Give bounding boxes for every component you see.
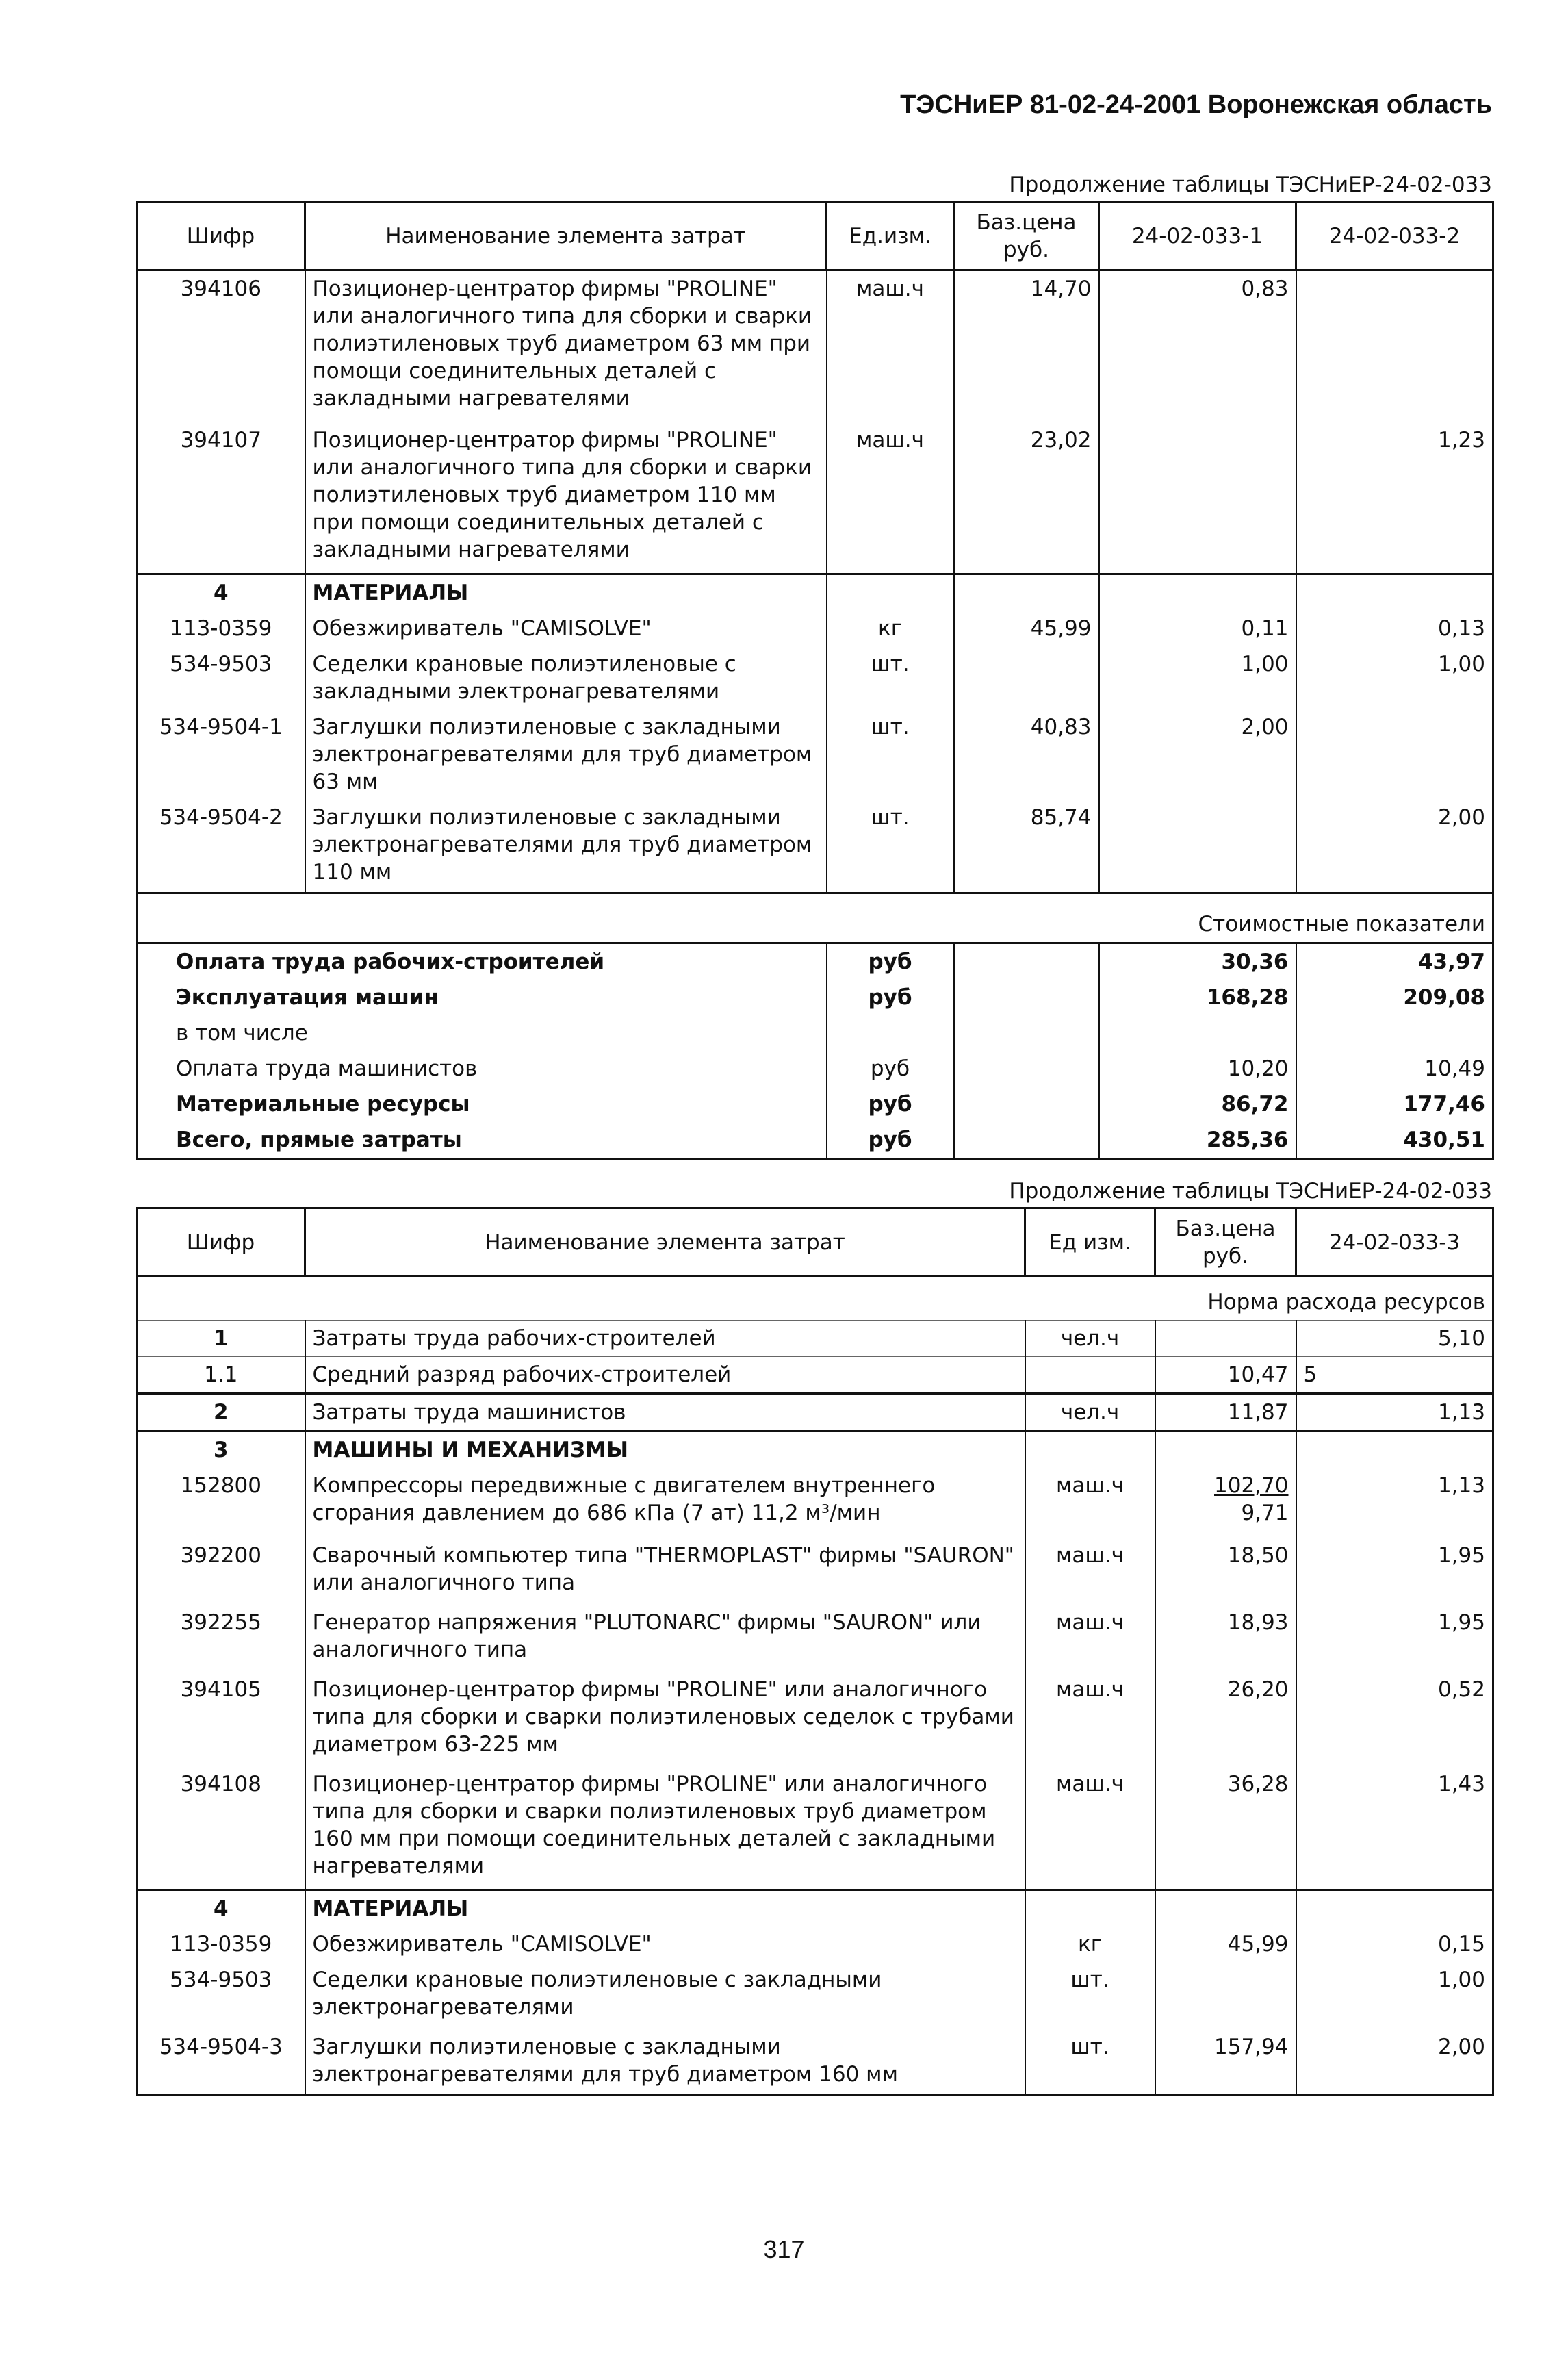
section-code: 3	[137, 1432, 305, 1468]
row-name: Обезжириватель "CAMISOLVE"	[305, 611, 827, 646]
row-unit: шт.	[827, 646, 954, 709]
row-value: 5,10	[1296, 1321, 1493, 1357]
row-unit: шт.	[827, 800, 954, 893]
row-price: 45,99	[1155, 1926, 1296, 1962]
row-name: Сварочный компьютер типа "THERMOPLAST" фирмы "SAURON" или аналогичного типа	[305, 1538, 1025, 1605]
table-row	[137, 1672, 1493, 1766]
row-value: 2,00	[1296, 2029, 1493, 2095]
row-value-1: 0,83	[1099, 270, 1296, 422]
row-unit: чел.ч	[1025, 1321, 1155, 1357]
table-row	[137, 1766, 1493, 1890]
table-row	[137, 1321, 1493, 1357]
table-row	[137, 1605, 1493, 1672]
cost-name: Материальные ресурсы	[176, 1091, 470, 1117]
cost-row	[137, 1122, 1493, 1159]
col-price-header: Баз.цена руб.	[954, 202, 1099, 270]
row-code: 394106	[180, 277, 261, 301]
row-price-secondary: 9,71	[1241, 1501, 1289, 1525]
cost-value-2: 10,49	[1296, 1051, 1493, 1086]
row-code: 534-9503	[170, 652, 272, 676]
row-code: 534-9504-2	[159, 805, 283, 830]
col-unit-header: Ед.изм.	[827, 202, 954, 270]
cost-row	[137, 943, 1493, 980]
row-unit: шт.	[1025, 1962, 1155, 2029]
row-unit: маш.ч	[1025, 1672, 1155, 1766]
cost-name: в том числе	[176, 1020, 308, 1045]
row-unit: маш.ч	[827, 270, 954, 422]
col-033-3-header: 24-02-033-3	[1296, 1208, 1493, 1277]
row-price: 10,47	[1155, 1357, 1296, 1394]
row-name: Генератор напряжения "PLUTONARC" фирмы "SAURON" или аналогичного типа	[305, 1605, 1025, 1672]
row-name: Седелки крановые полиэтиленовые с закладными электронагревателями	[305, 1962, 1025, 2029]
row-unit: кг	[1025, 1926, 1155, 1962]
section-row	[137, 1890, 1493, 1926]
row-value-1: 2,00	[1099, 709, 1296, 800]
row-code: 113-0359	[170, 1931, 272, 1957]
row-name: Позиционер-центратор фирмы "PROLINE" или аналогичного типа для сборки и сварки полиэтиленовых труб диаметром 110 мм при помощи соединительных деталей с закладными нагревателями	[305, 422, 827, 574]
cost-unit: руб	[827, 1086, 954, 1122]
cost-unit: руб	[827, 980, 954, 1015]
table-row	[137, 1962, 1493, 2029]
row-price: 23,02	[954, 422, 1099, 574]
col-unit-header: Ед изм.	[1025, 1208, 1155, 1277]
row-unit: маш.ч	[1025, 1605, 1155, 1672]
cost-value-2: 430,51	[1296, 1122, 1493, 1159]
cost-value-1: 168,28	[1099, 980, 1296, 1015]
row-unit: маш.ч	[827, 422, 954, 574]
col-033-1-header: 24-02-033-1	[1099, 202, 1296, 270]
row-name: Обезжириватель "CAMISOLVE"	[305, 1926, 1025, 1962]
section-code: 4	[137, 574, 305, 611]
row-price	[1155, 1962, 1296, 2029]
table-row	[137, 800, 1493, 893]
row-value-1	[1099, 800, 1296, 893]
row-price: 157,94	[1155, 2029, 1296, 2095]
row-price: 14,70	[954, 270, 1099, 422]
row-code: 1	[137, 1321, 305, 1357]
row-value: 1,95	[1296, 1605, 1493, 1672]
row-code: 1.1	[137, 1357, 305, 1394]
row-unit: шт.	[1025, 2029, 1155, 2095]
section-title: МАШИНЫ И МЕХАНИЗМЫ	[305, 1432, 1025, 1468]
section-row	[137, 1432, 1493, 1468]
col-name-header: Наименование элемента затрат	[305, 1208, 1025, 1277]
row-price: 26,20	[1155, 1672, 1296, 1766]
row-name: Позиционер-центратор фирмы "PROLINE" или аналогичного типа для сборки и сварки полиэтиленовых труб диаметром 63 мм при помощи соединительных деталей с закладными нагревателями	[305, 270, 827, 422]
cost-value-2: 209,08	[1296, 980, 1493, 1015]
table-row	[137, 1394, 1493, 1432]
table-row	[137, 1357, 1493, 1394]
row-unit	[1025, 1357, 1155, 1394]
row-price: 45,99	[954, 611, 1099, 646]
col-name-header: Наименование элемента затрат	[305, 202, 827, 270]
row-price: 18,93	[1155, 1605, 1296, 1672]
norm-header-row	[137, 1277, 1493, 1321]
row-price: 85,74	[954, 800, 1099, 893]
cost-row	[137, 1086, 1493, 1122]
row-code: 534-9503	[170, 1967, 272, 1992]
row-name: Заглушки полиэтиленовые с закладными электронагревателями для труб диаметром 110 мм	[305, 800, 827, 893]
row-code: 534-9504-1	[159, 715, 283, 739]
row-value: 1,43	[1296, 1766, 1493, 1890]
section-row	[137, 574, 1493, 611]
col-code-header: Шифр	[137, 1208, 305, 1277]
section-title: МАТЕРИАЛЫ	[305, 1890, 1025, 1926]
row-price	[1155, 1321, 1296, 1357]
cost-value-2: 43,97	[1296, 943, 1493, 980]
row-value-1: 0,11	[1099, 611, 1296, 646]
cost-row	[137, 1015, 1493, 1051]
row-unit: маш.ч	[1025, 1468, 1155, 1538]
page-number: 317	[763, 2235, 805, 2263]
row-name: Седелки крановые полиэтиленовые с закладными электронагревателями	[305, 646, 827, 709]
row-code: 152800	[180, 1473, 261, 1498]
cost-unit: руб	[827, 1051, 954, 1086]
col-033-2-header: 24-02-033-2	[1296, 202, 1493, 270]
table-row	[137, 270, 1493, 422]
table-row	[137, 709, 1493, 800]
row-price	[954, 646, 1099, 709]
row-code: 534-9504-3	[159, 2034, 283, 2059]
row-unit: кг	[827, 611, 954, 646]
table-row	[137, 422, 1493, 574]
cost-value-1: 86,72	[1099, 1086, 1296, 1122]
row-name: Затраты труда машинистов	[305, 1394, 1025, 1432]
row-code: 392200	[180, 1543, 261, 1568]
row-value: 1,95	[1296, 1538, 1493, 1605]
cost-value-2: 177,46	[1296, 1086, 1493, 1122]
row-price: 11,87	[1155, 1394, 1296, 1432]
table-row	[137, 2029, 1493, 2095]
row-name: Затраты труда рабочих-строителей	[305, 1321, 1025, 1357]
table2-continuation: Продолжение таблицы ТЭСНиЕР-24-02-033	[1009, 1179, 1492, 1204]
table1-continuation: Продолжение таблицы ТЭСНиЕР-24-02-033	[1009, 173, 1492, 197]
norm-header: Норма расхода ресурсов	[1207, 1290, 1485, 1314]
row-value-2: 0,13	[1296, 611, 1493, 646]
row-unit: маш.ч	[1025, 1766, 1155, 1890]
cost-unit: руб	[827, 1122, 954, 1159]
cost-name: Всего, прямые затраты	[176, 1127, 462, 1152]
cost-name: Оплата труда машинистов	[176, 1056, 478, 1081]
cost-value-1: 285,36	[1099, 1122, 1296, 1159]
row-price-underlined: 102,70	[1214, 1473, 1289, 1498]
row-code: 2	[137, 1394, 305, 1432]
row-code: 394107	[180, 427, 261, 453]
row-value: 1,13	[1296, 1468, 1493, 1538]
row-code: 394108	[180, 1772, 261, 1796]
cost-value-1: 30,36	[1099, 943, 1296, 980]
row-name: Средний разряд рабочих-строителей	[305, 1357, 1025, 1394]
row-code: 392255	[180, 1610, 261, 1635]
row-code: 113-0359	[170, 616, 272, 641]
row-price	[1155, 1468, 1296, 1538]
row-value-1	[1099, 422, 1296, 574]
cost-unit: руб	[827, 943, 954, 980]
col-price-header: Баз.цена руб.	[1155, 1208, 1296, 1277]
resource-table-1	[136, 201, 1494, 1160]
table-row	[137, 611, 1493, 646]
row-price: 36,28	[1155, 1766, 1296, 1890]
section-code: 4	[137, 1890, 305, 1926]
row-value: 0,52	[1296, 1672, 1493, 1766]
row-value-2: 2,00	[1296, 800, 1493, 893]
row-name: Позиционер-центратор фирмы "PROLINE" или аналогичного типа для сборки и сварки полиэтиленовых седелок с трубами диаметром 63-225 мм	[305, 1672, 1025, 1766]
cost-indicators-header-row	[137, 893, 1493, 943]
row-unit: шт.	[827, 709, 954, 800]
cost-indicators-header: Стоимостные показатели	[137, 893, 1493, 943]
cost-row	[137, 1051, 1493, 1086]
cost-value-1: 10,20	[1099, 1051, 1296, 1086]
section-title: МАТЕРИАЛЫ	[305, 574, 827, 611]
table-row	[137, 1468, 1493, 1538]
document-title: ТЭСНиЕР 81-02-24-2001 Воронежская область	[900, 90, 1492, 119]
table-row	[137, 1926, 1493, 1962]
row-value-2: 1,00	[1296, 646, 1493, 709]
table-row	[137, 1538, 1493, 1605]
row-unit: маш.ч	[1025, 1538, 1155, 1605]
row-name: Заглушки полиэтиленовые с закладными электронагревателями для труб диаметром 160 мм	[305, 2029, 1025, 2095]
row-value-1: 1,00	[1099, 646, 1296, 709]
row-value: 1,00	[1296, 1962, 1493, 2029]
resource-table-2	[136, 1207, 1494, 2096]
cost-name: Эксплуатация машин	[176, 984, 439, 1010]
cost-row	[137, 980, 1493, 1015]
row-value-2	[1296, 270, 1493, 422]
row-price: 18,50	[1155, 1538, 1296, 1605]
row-value: 0,15	[1296, 1926, 1493, 1962]
row-value: 5	[1296, 1357, 1493, 1394]
table-row	[137, 646, 1493, 709]
row-price: 40,83	[954, 709, 1099, 800]
row-code: 394105	[180, 1677, 261, 1702]
col-code-header: Шифр	[137, 202, 305, 270]
row-name: Позиционер-центратор фирмы "PROLINE" или аналогичного типа для сборки и сварки полиэтиленовых труб диаметром 160 мм при помощи соединительных деталей с закладными нагревателями	[305, 1766, 1025, 1890]
row-value: 1,13	[1296, 1394, 1493, 1432]
cost-name: Оплата труда рабочих-строителей	[137, 943, 827, 980]
row-value-2: 1,23	[1296, 422, 1493, 574]
row-name: Компрессоры передвижные с двигателем внутреннего сгорания давлением до 686 кПа (7 ат) 11,2 м³/мин	[305, 1468, 1025, 1538]
row-unit: чел.ч	[1025, 1394, 1155, 1432]
row-name: Заглушки полиэтиленовые с закладными электронагревателями для труб диаметром 63 мм	[305, 709, 827, 800]
row-value-2	[1296, 709, 1493, 800]
